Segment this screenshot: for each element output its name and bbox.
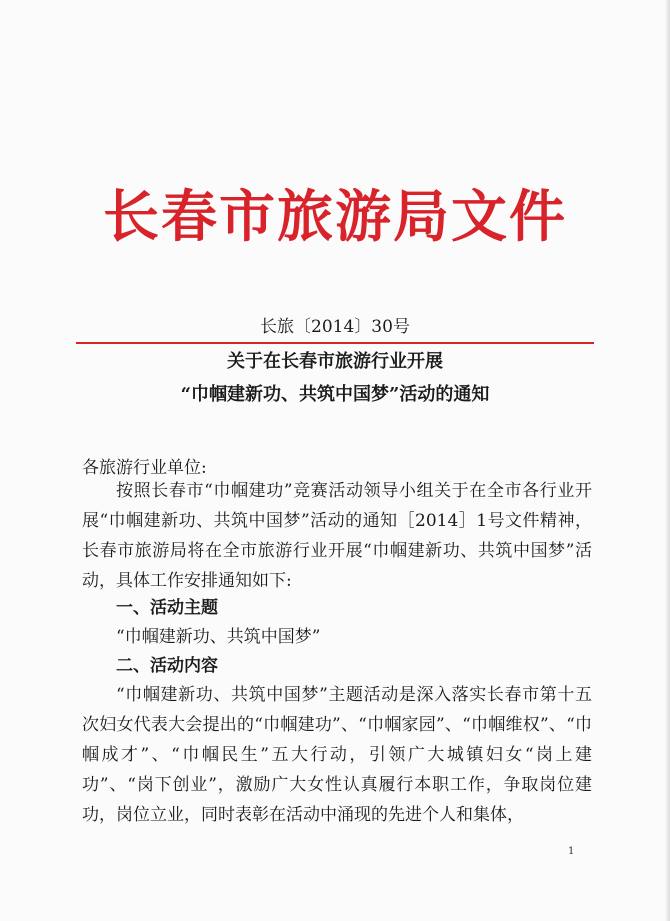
- red-divider-line: [76, 342, 594, 344]
- page-number: 1: [568, 846, 575, 857]
- notice-title-line-2: “巾帼建新功、共筑中国梦”活动的通知: [180, 384, 490, 405]
- notice-title-line-1: 关于在长春市旅游行业开展: [227, 351, 443, 372]
- addressee: 各旅游行业单位:: [82, 458, 207, 478]
- intro-paragraph: 按照长春市“巾帼建功”竞赛活动领导小组关于在全市各行业开展“巾帼建新功、共筑中国梦”活动的通知［2014］1号文件精神，长春市旅游局将在全市旅游行业开展“巾帼建新功、共筑中国梦”活动，具体工作安排通知如下:: [82, 481, 592, 591]
- section-heading-content: 二、活动内容: [116, 656, 218, 676]
- document-number: 长旅〔2014〕30号: [260, 317, 410, 337]
- document-header-title: 长春市旅游局文件: [103, 184, 567, 250]
- activity-theme: “巾帼建新功、共筑中国梦”: [116, 627, 321, 647]
- section-heading-theme: 一、活动主题: [116, 598, 218, 618]
- content-paragraph: “巾帼建新功、共筑中国梦”主题活动是深入落实长春市第十五次妇女代表大会提出的“巾帼建功”、“巾帼家园”、“巾帼维权”、“巾帼成才”、“巾帼民生”五大行动，引领广大城镇妇女“岗上建功”、“岗下创业”，激励广大女性认真履行本职工作，争取岗位建功，岗位立业，同时表彰在活动中涌现的先进个人和集体，: [82, 685, 592, 825]
